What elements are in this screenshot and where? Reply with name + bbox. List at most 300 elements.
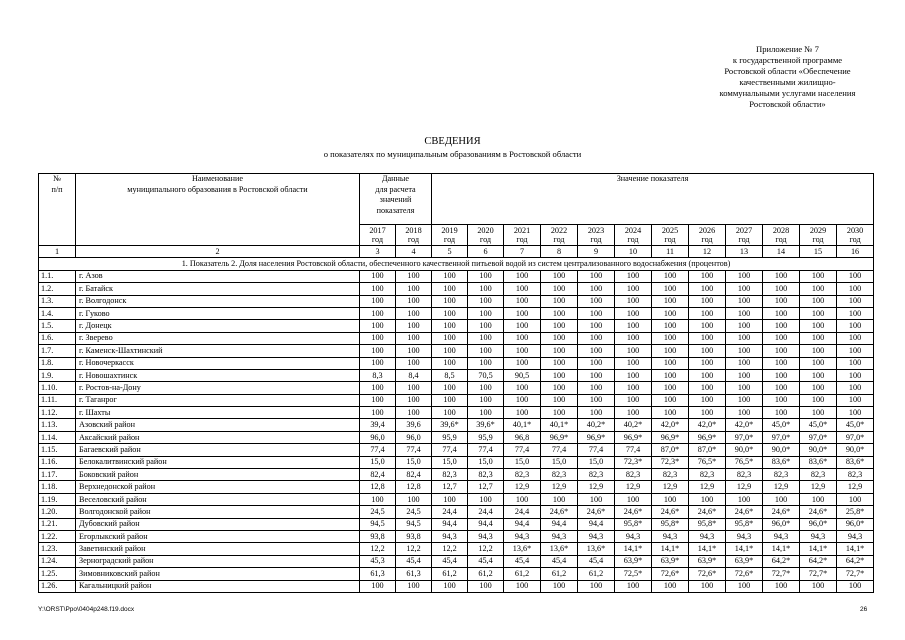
municipality-name: г. Зверево <box>76 332 360 344</box>
value-cell: 94,4 <box>541 518 578 530</box>
value-cell: 12,9 <box>689 481 726 493</box>
value-cell: 39,6 <box>396 419 432 431</box>
value-cell: 100 <box>652 307 689 319</box>
value-cell: 100 <box>652 283 689 295</box>
value-cell: 100 <box>652 382 689 394</box>
value-cell: 100 <box>800 320 837 332</box>
value-cell: 95,8* <box>615 518 652 530</box>
value-cell: 13,6* <box>541 543 578 555</box>
year-header: 2019 год <box>432 225 468 246</box>
value-cell: 100 <box>615 320 652 332</box>
year-header: 2022 год <box>541 225 578 246</box>
value-cell: 95,8* <box>726 518 763 530</box>
value-cell: 15,0 <box>360 456 396 468</box>
value-cell: 100 <box>578 307 615 319</box>
value-cell: 97,0* <box>800 431 837 443</box>
value-cell: 100 <box>652 369 689 381</box>
row-number: 1.24. <box>39 555 76 567</box>
value-cell: 8,3 <box>360 369 396 381</box>
value-cell: 100 <box>800 283 837 295</box>
value-cell: 100 <box>689 283 726 295</box>
value-cell: 95,9 <box>432 431 468 443</box>
value-cell: 97,0* <box>726 431 763 443</box>
value-cell: 95,9 <box>468 431 504 443</box>
value-cell: 100 <box>763 407 800 419</box>
value-cell: 25,8* <box>837 506 874 518</box>
value-cell: 100 <box>396 332 432 344</box>
value-cell: 100 <box>689 580 726 592</box>
value-cell: 100 <box>615 295 652 307</box>
row-number: 1.20. <box>39 506 76 518</box>
value-cell: 82,3 <box>726 469 763 481</box>
value-cell: 100 <box>837 493 874 505</box>
value-cell: 100 <box>800 394 837 406</box>
municipality-name: г. Шахты <box>76 407 360 419</box>
value-cell: 94,4 <box>468 518 504 530</box>
value-cell: 100 <box>689 345 726 357</box>
municipality-name: г. Новошахтинск <box>76 369 360 381</box>
value-cell: 100 <box>360 307 396 319</box>
value-cell: 82,3 <box>541 469 578 481</box>
value-cell: 94,3 <box>432 530 468 542</box>
value-cell: 77,4 <box>615 444 652 456</box>
value-cell: 100 <box>578 394 615 406</box>
value-cell: 96,9* <box>689 431 726 443</box>
value-cell: 94,5 <box>396 518 432 530</box>
value-cell: 100 <box>360 332 396 344</box>
value-cell: 13,6* <box>504 543 541 555</box>
value-cell: 100 <box>541 357 578 369</box>
appendix-line: качественными жилищно- <box>739 77 836 87</box>
value-cell: 94,3 <box>541 530 578 542</box>
value-cell: 94,3 <box>763 530 800 542</box>
value-cell: 97,0* <box>763 431 800 443</box>
value-cell: 100 <box>396 270 432 282</box>
value-cell: 100 <box>652 407 689 419</box>
value-cell: 94,3 <box>615 530 652 542</box>
value-cell: 14,1* <box>837 543 874 555</box>
value-cell: 45,4 <box>541 555 578 567</box>
row-number: 1.18. <box>39 481 76 493</box>
value-cell: 100 <box>615 283 652 295</box>
value-cell: 24,6* <box>800 506 837 518</box>
value-cell: 100 <box>726 580 763 592</box>
value-cell: 12,2 <box>396 543 432 555</box>
value-cell: 100 <box>396 394 432 406</box>
value-cell: 97,0* <box>837 431 874 443</box>
table-row <box>39 283 874 295</box>
year-header: 2027 год <box>726 225 763 246</box>
value-cell: 14,1* <box>726 543 763 555</box>
value-cell: 94,3 <box>578 530 615 542</box>
value-cell: 42,0* <box>652 419 689 431</box>
column-numbers-row <box>39 246 874 258</box>
value-cell: 100 <box>837 283 874 295</box>
value-cell: 100 <box>504 307 541 319</box>
value-cell: 24,6* <box>652 506 689 518</box>
value-cell: 100 <box>504 357 541 369</box>
value-cell: 100 <box>800 345 837 357</box>
value-cell: 100 <box>541 345 578 357</box>
column-number: 13 <box>726 246 763 258</box>
value-cell: 94,3 <box>504 530 541 542</box>
value-cell: 100 <box>578 283 615 295</box>
value-cell: 72,7* <box>800 568 837 580</box>
value-cell: 100 <box>504 345 541 357</box>
value-cell: 12,9 <box>763 481 800 493</box>
column-number: 14 <box>763 246 800 258</box>
value-cell: 24,6* <box>726 506 763 518</box>
value-cell: 72,6* <box>726 568 763 580</box>
value-cell: 100 <box>360 345 396 357</box>
table-row <box>39 431 874 443</box>
header-name: Наименование муниципального образования в Ростовской области <box>76 174 360 246</box>
value-cell: 100 <box>432 320 468 332</box>
value-cell: 100 <box>837 295 874 307</box>
value-cell: 100 <box>800 270 837 282</box>
value-cell: 100 <box>615 270 652 282</box>
value-cell: 64,2* <box>763 555 800 567</box>
value-cell: 100 <box>615 332 652 344</box>
value-cell: 77,4 <box>432 444 468 456</box>
value-cell: 100 <box>432 407 468 419</box>
value-cell: 100 <box>360 357 396 369</box>
value-cell: 82,3 <box>763 469 800 481</box>
value-cell: 100 <box>763 307 800 319</box>
table-row <box>39 580 874 592</box>
value-cell: 100 <box>689 270 726 282</box>
column-number: 2 <box>76 246 360 258</box>
value-cell: 90,0* <box>800 444 837 456</box>
value-cell: 100 <box>468 283 504 295</box>
value-cell: 100 <box>800 332 837 344</box>
value-cell: 100 <box>504 320 541 332</box>
column-number: 16 <box>837 246 874 258</box>
value-cell: 100 <box>396 295 432 307</box>
value-cell: 100 <box>726 493 763 505</box>
value-cell: 42,0* <box>689 419 726 431</box>
value-cell: 72,6* <box>652 568 689 580</box>
value-cell: 100 <box>432 345 468 357</box>
column-number: 6 <box>468 246 504 258</box>
column-number: 7 <box>504 246 541 258</box>
value-cell: 61,2 <box>541 568 578 580</box>
row-number: 1.11. <box>39 394 76 406</box>
value-cell: 12,9 <box>652 481 689 493</box>
value-cell: 100 <box>689 407 726 419</box>
value-cell: 94,5 <box>360 518 396 530</box>
value-cell: 100 <box>432 270 468 282</box>
document-title: СВЕДЕНИЯ <box>424 136 481 147</box>
value-cell: 100 <box>800 493 837 505</box>
value-cell: 100 <box>837 357 874 369</box>
value-cell: 76,5* <box>689 456 726 468</box>
value-cell: 100 <box>837 382 874 394</box>
value-cell: 82,3 <box>837 469 874 481</box>
value-cell: 15,0 <box>432 456 468 468</box>
column-number: 12 <box>689 246 726 258</box>
document-subtitle: о показателях по муниципальным образованиям в Ростовской области <box>323 149 582 159</box>
value-cell: 83,6* <box>763 456 800 468</box>
municipality-name: Аксайский район <box>76 431 360 443</box>
value-cell: 100 <box>652 580 689 592</box>
value-cell: 96,0 <box>360 431 396 443</box>
municipality-name: г. Волгодонск <box>76 295 360 307</box>
value-cell: 90,5 <box>504 369 541 381</box>
value-cell: 100 <box>763 270 800 282</box>
row-number: 1.22. <box>39 530 76 542</box>
value-cell: 100 <box>468 580 504 592</box>
value-cell: 100 <box>689 295 726 307</box>
value-cell: 100 <box>396 493 432 505</box>
value-cell: 100 <box>689 332 726 344</box>
value-cell: 14,1* <box>763 543 800 555</box>
value-cell: 100 <box>763 345 800 357</box>
value-cell: 96,0* <box>837 518 874 530</box>
municipality-name: Боковский район <box>76 469 360 481</box>
value-cell: 100 <box>615 307 652 319</box>
value-cell: 100 <box>396 345 432 357</box>
municipality-name: г. Донецк <box>76 320 360 332</box>
municipality-name: Дубовский район <box>76 518 360 530</box>
value-cell: 100 <box>360 382 396 394</box>
value-cell: 100 <box>689 369 726 381</box>
indicators-table <box>38 173 874 593</box>
column-number: 11 <box>652 246 689 258</box>
value-cell: 96,9* <box>615 431 652 443</box>
value-cell: 24,6* <box>763 506 800 518</box>
column-number: 3 <box>360 246 396 258</box>
value-cell: 100 <box>396 307 432 319</box>
municipality-name: Багаевский район <box>76 444 360 456</box>
value-cell: 100 <box>689 493 726 505</box>
value-cell: 72,5* <box>615 568 652 580</box>
value-cell: 100 <box>468 320 504 332</box>
municipality-name: Заветинский район <box>76 543 360 555</box>
municipality-name: Белокалитвинский район <box>76 456 360 468</box>
year-header: 2017 год <box>360 225 396 246</box>
value-cell: 24,4 <box>468 506 504 518</box>
value-cell: 94,4 <box>504 518 541 530</box>
value-cell: 39,6* <box>432 419 468 431</box>
value-cell: 100 <box>360 270 396 282</box>
value-cell: 45,4 <box>578 555 615 567</box>
table-row <box>39 320 874 332</box>
value-cell: 100 <box>360 295 396 307</box>
value-cell: 100 <box>432 580 468 592</box>
table-row <box>39 444 874 456</box>
value-cell: 100 <box>432 493 468 505</box>
value-cell: 13,6* <box>578 543 615 555</box>
value-cell: 100 <box>432 332 468 344</box>
value-cell: 42,0* <box>726 419 763 431</box>
value-cell: 100 <box>578 369 615 381</box>
value-cell: 100 <box>837 369 874 381</box>
value-cell: 12,2 <box>432 543 468 555</box>
value-cell: 100 <box>396 407 432 419</box>
year-header: 2029 год <box>800 225 837 246</box>
value-cell: 45,4 <box>504 555 541 567</box>
value-cell: 100 <box>360 580 396 592</box>
row-number: 1.12. <box>39 407 76 419</box>
value-cell: 72,3* <box>652 456 689 468</box>
value-cell: 96,0 <box>396 431 432 443</box>
value-cell: 12,9 <box>541 481 578 493</box>
value-cell: 82,4 <box>360 469 396 481</box>
value-cell: 100 <box>615 407 652 419</box>
value-cell: 72,3* <box>615 456 652 468</box>
table-row <box>39 530 874 542</box>
column-number: 10 <box>615 246 652 258</box>
header-indicator-value: Значение показателя <box>432 174 874 225</box>
value-cell: 100 <box>800 307 837 319</box>
municipality-name: г. Ростов-на-Дону <box>76 382 360 394</box>
value-cell: 12,9 <box>726 481 763 493</box>
value-cell: 93,8 <box>396 530 432 542</box>
value-cell: 100 <box>763 580 800 592</box>
value-cell: 100 <box>837 320 874 332</box>
value-cell: 100 <box>800 580 837 592</box>
value-cell: 24,4 <box>504 506 541 518</box>
table-row <box>39 270 874 282</box>
value-cell: 90,0* <box>837 444 874 456</box>
value-cell: 100 <box>504 270 541 282</box>
value-cell: 82,3 <box>432 469 468 481</box>
row-number: 1.2. <box>39 283 76 295</box>
municipality-name: Егорлыкский район <box>76 530 360 542</box>
value-cell: 100 <box>726 307 763 319</box>
value-cell: 77,4 <box>468 444 504 456</box>
value-cell: 82,3 <box>652 469 689 481</box>
value-cell: 94,3 <box>652 530 689 542</box>
value-cell: 95,8* <box>652 518 689 530</box>
row-number: 1.5. <box>39 320 76 332</box>
value-cell: 61,2 <box>468 568 504 580</box>
value-cell: 100 <box>837 407 874 419</box>
municipality-name: г. Гуково <box>76 307 360 319</box>
value-cell: 100 <box>652 493 689 505</box>
value-cell: 45,4 <box>432 555 468 567</box>
row-number: 1.9. <box>39 369 76 381</box>
municipality-name: г. Батайск <box>76 283 360 295</box>
value-cell: 82,3 <box>504 469 541 481</box>
column-number: 5 <box>432 246 468 258</box>
table-row <box>39 506 874 518</box>
appendix-line: коммунальными услугами населения <box>719 88 856 98</box>
column-number: 4 <box>396 246 432 258</box>
value-cell: 100 <box>541 307 578 319</box>
value-cell: 45,4 <box>468 555 504 567</box>
value-cell: 100 <box>726 320 763 332</box>
value-cell: 24,4 <box>432 506 468 518</box>
appendix-note <box>690 44 885 110</box>
value-cell: 100 <box>396 382 432 394</box>
value-cell: 96,0* <box>800 518 837 530</box>
value-cell: 100 <box>615 394 652 406</box>
value-cell: 15,0 <box>468 456 504 468</box>
value-cell: 100 <box>504 394 541 406</box>
table-row <box>39 419 874 431</box>
value-cell: 100 <box>578 332 615 344</box>
value-cell: 100 <box>468 382 504 394</box>
value-cell: 100 <box>837 345 874 357</box>
value-cell: 77,4 <box>578 444 615 456</box>
value-cell: 100 <box>541 493 578 505</box>
row-number: 1.19. <box>39 493 76 505</box>
municipality-name: Веселовский район <box>76 493 360 505</box>
value-cell: 100 <box>360 407 396 419</box>
value-cell: 82,4 <box>396 469 432 481</box>
page-number: 26 <box>860 606 868 613</box>
value-cell: 83,6* <box>800 456 837 468</box>
column-number: 15 <box>800 246 837 258</box>
value-cell: 100 <box>726 332 763 344</box>
value-cell: 100 <box>468 332 504 344</box>
row-number: 1.17. <box>39 469 76 481</box>
value-cell: 100 <box>504 332 541 344</box>
municipality-name: Азовский район <box>76 419 360 431</box>
value-cell: 39,6* <box>468 419 504 431</box>
value-cell: 100 <box>652 345 689 357</box>
value-cell: 100 <box>652 394 689 406</box>
value-cell: 100 <box>652 270 689 282</box>
municipality-name: Зерноградский район <box>76 555 360 567</box>
value-cell: 100 <box>504 382 541 394</box>
value-cell: 100 <box>837 394 874 406</box>
value-cell: 100 <box>763 283 800 295</box>
value-cell: 100 <box>763 332 800 344</box>
value-cell: 100 <box>726 283 763 295</box>
value-cell: 100 <box>689 394 726 406</box>
value-cell: 100 <box>615 382 652 394</box>
year-header: 2030 год <box>837 225 874 246</box>
appendix-line: Ростовской области» <box>749 99 826 109</box>
table-row <box>39 456 874 468</box>
value-cell: 100 <box>468 407 504 419</box>
row-number: 1.16. <box>39 456 76 468</box>
value-cell: 100 <box>578 580 615 592</box>
row-number: 1.10. <box>39 382 76 394</box>
value-cell: 100 <box>541 270 578 282</box>
value-cell: 100 <box>689 320 726 332</box>
value-cell: 63,9* <box>726 555 763 567</box>
municipality-name: г. Таганрог <box>76 394 360 406</box>
value-cell: 61,3 <box>360 568 396 580</box>
section-title: 1. Показатель 2. Доля населения Ростовской области, обеспеченного качественной питьевой водой из систем централизованного водоснабжения (процентов) <box>39 258 874 270</box>
value-cell: 94,3 <box>726 530 763 542</box>
value-cell: 82,3 <box>689 469 726 481</box>
value-cell: 12,7 <box>468 481 504 493</box>
value-cell: 100 <box>504 493 541 505</box>
value-cell: 39,4 <box>360 419 396 431</box>
value-cell: 64,2* <box>800 555 837 567</box>
value-cell: 100 <box>763 369 800 381</box>
value-cell: 24,5 <box>360 506 396 518</box>
value-cell: 61,3 <box>396 568 432 580</box>
year-header: 2028 год <box>763 225 800 246</box>
value-cell: 15,0 <box>578 456 615 468</box>
value-cell: 100 <box>578 357 615 369</box>
value-cell: 45,0* <box>800 419 837 431</box>
value-cell: 100 <box>726 382 763 394</box>
value-cell: 72,7* <box>763 568 800 580</box>
value-cell: 100 <box>837 332 874 344</box>
header-base-data: Данные для расчета значений показателя <box>360 174 432 225</box>
row-number: 1.13. <box>39 419 76 431</box>
value-cell: 100 <box>837 307 874 319</box>
value-cell: 100 <box>689 357 726 369</box>
value-cell: 93,8 <box>360 530 396 542</box>
